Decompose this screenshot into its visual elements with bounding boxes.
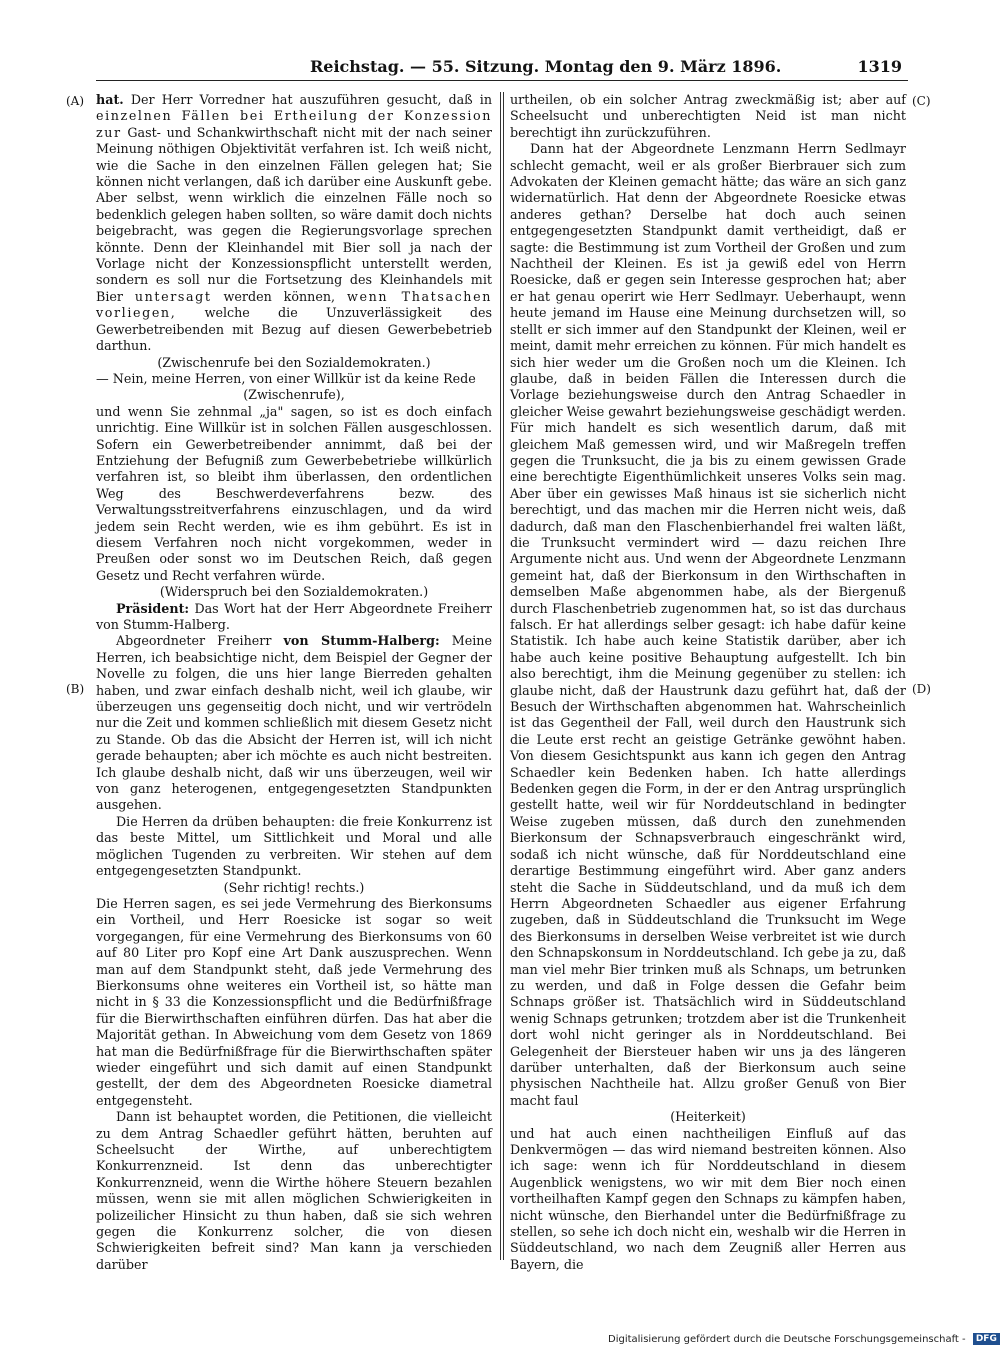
paragraph-text: welche die Unzuverlässigkeit des Gewerbetreibenden mit Bezug auf diesen Gewerbebetrieb darthun. bbox=[96, 305, 492, 354]
paragraph: Die Herren sagen, es sei jede Vermehrung des Bierkonsums ein Vortheil, und Herr Roesicke ist sogar so weit vorgegangen, für eine Vermehrung des Bierkonsums von 60 auf 80 Liter pro Kopf eine Art Dank auszusprechen. Wenn man auf dem Standpunkt steht, daß jede Vermehrung des Bierkonsums ohne weiteres ein Vortheil ist, so hätte man nicht in § 33 die Konzessionspflicht und die Bedürfnißfrage für die Bierwirthschaften einführen dürfen. Das hat aber die Majorität gethan. In Abweichung vom dem Gesetz von 1869 hat man die Bedürfnißfrage für die Bierwirthschaften später wieder eingeführt und sich damit auf einen Standpunkt gestellt, der dem des Abgeordneten Roesicke diametral entgegensteht. bbox=[96, 895, 492, 1108]
page-number: 1319 bbox=[857, 57, 902, 76]
paragraph bbox=[96, 92, 492, 355]
emphasized-text: untersagt bbox=[134, 288, 212, 304]
paragraph-text: werden können, bbox=[223, 288, 336, 304]
speaker-intro: Abgeordneter Freiherr bbox=[116, 633, 272, 649]
left-column bbox=[96, 92, 492, 1273]
paragraph-text: Der Herr Vorredner hat auszuführen gesucht, daß in bbox=[130, 92, 492, 107]
paragraph: Dann hat der Abgeordnete Lenzmann Herrn Sedlmayr schlecht gemacht, weil er als großer Bierbrauer sich zum Advokaten der Kleinen gemacht hätte; das wäre an sich ganz widernatürlich. Hat denn der Abgeordnete Roesicke etwas anderes gethan? Derselbe hat doch auch seinen entgegengesetzten Standpunkt damit vertheidigt, daß er sagte: die Bestimmung ist zum Vortheil der Großen und zum Nachtheil der Kleinen. Es ist ja gewiß edel von Herrn Roesicke, daß er gegen sein Interesse gesprochen hat; aber er hat genau operirt wie Herr Sedlmayr. Ueberhaupt, wenn heute jemand im Hause eine Meinung durchsetzen will, so stellt er sich immer auf den Standpunkt der Kleinen, weil er meint, damit mehr erreichen zu können. Für mich handelt es sich hier weder um die Großen noch um die Kleinen. Ich glaube, daß in beiden Fällen die Interessen durch die Vorlage beziehungsweise durch den Antrag Schaedler in gleicher Weise gewahrt beziehungsweise geschädigt werden. Für mich handelt es sich wesentlich darum, daß mit gleichem Maß gemessen wird, und wir Maßregeln treffen gegen die Trunksucht, die ja bis zu einem gewissen Grade eine berechtigte Eigenthümlichkeit unseres Volks sein mag. Aber über ein gewisses Maß hinaus ist sie sicherlich nicht berechtigt, und das machen mir die Herren nicht weis, daß dadurch, daß man den Flaschenbierhandel frei walten läßt, die Trunksucht vermindert wird — dazu reichen Ihre Argumente nicht aus. Und wenn der Abgeordnete Lenzmann gemeint hat, daß der Bierkonsum in den Wirthschaften in demselben Maße abgenommen habe, als der Biergenuß durch Flaschenbetrieb zugenommen hat, so ist das durchaus falsch. Er hat allerdings selber gesagt: ich habe dafür keine Statistik. Ich habe auch keine Statistik darüber, aber ich habe auch keine positive Behauptung aufgestellt. Ich bin also berechtigt, ihm die Meinung gegenüber zu stellen: ich glaube nicht, daß der Haustrunk dazu geführt hat, daß der Besuch der Wirthschaften abgenommen hat. Wahrscheinlich ist das Gegentheil der Fall, weil durch den Haustrunk sich die Leute erst recht an geistige Getränke gewöhnt haben. Von diesem Gesichtspunkt aus kann ich gegen den Antrag Schaedler kein Bedenken haben. Ich hatte allerdings Bedenken gegen die Form, in der er den Antrag ursprünglich gestellt hatte, weil wir für Norddeutschland in bedingter Weise zugeben müssen, daß durch den zunehmenden Bierkonsum der Schnapsverbrauch eingeschränkt wird, sodaß ich nicht wünsche, daß für Norddeutschland eine derartige Bestimmung eingeführt wird. Aber ganz anders steht die Sache in Süddeutschland, und da muß ich dem Herrn Abgeordneten Schaedler aus eigener Erfahrung zugeben, daß in Süddeutschland die Trunksucht im Wege des Bierkonsums in derselben Weise verbreitet ist wie durch den Schnapskonsum in Norddeutschland. Ich gebe ja zu, daß man viel mehr Bier trinken muß als Schnaps, um betrunken zu werden, und daß in Folge dessen die Gefahr beim Schnaps größer ist. Thatsächlich wird in Süddeutschland wenig Schnaps getrunken; trotzdem aber ist die Trunkenheit dort wohl nicht geringer als in Norddeutschland. Bei Gelegenheit der Biersteuer haben wir uns ja des längeren darüber unterhalten, daß der Bierkonsum auch seine physischen Nachtheile hat. Allzu großer Genuß von Bier macht faul bbox=[510, 141, 906, 1108]
margin-marker-a: (A) bbox=[66, 94, 85, 108]
paragraph: Die Herren da drüben behaupten: die freie Konkurrenz ist das beste Mittel, um Sittlichkeit und Moral und alle möglichen Tugenden zu verbreiten. Wir stehen auf dem entgegengesetzten Standpunkt. bbox=[96, 813, 492, 879]
digitization-credit bbox=[608, 1333, 997, 1345]
dfg-logo: DFG bbox=[973, 1333, 1000, 1345]
emphasized-text: einzelnen Fällen bei Ertheilung der Konzession zur bbox=[96, 108, 492, 140]
column-divider bbox=[503, 92, 504, 1260]
margin-marker-b: (B) bbox=[66, 682, 85, 696]
column-divider bbox=[500, 92, 501, 1260]
speaker-label: Präsident: bbox=[116, 600, 190, 616]
paragraph-text: Gast- und Schankwirthschaft nicht mit der nach seiner Meinung nöthigen Objektivität verfahren ist. Ich weiß nicht, wie die Sache in den einzelnen Fällen gelegen hat; Sie können nicht verlangen, daß ich darüber eine Auskunft gebe. Aber selbst, wenn wirklich die einzelnen Fälle noch so bedenklich gelegen haben sollten, so wäre damit doch nichts beigebracht, was gegen die Regierungsvorlage sprechen könnte. Denn der Kleinhandel mit Bier soll ja nach der Vorlage nicht der Konzessionspflicht unterstellt werden, sondern es soll nur die Fortsetzung des Kleinhandels mit Bier bbox=[96, 124, 492, 304]
president-remark bbox=[96, 601, 492, 634]
paragraph: Dann ist behauptet worden, die Petitionen, die vielleicht zu dem Antrag Schaedler geführt hätten, beruhten auf Scheelsucht der Wirthe, auf unberechtigtem Konkurrenzneid. Ist denn das unberechtigter Konkurrenzneid, wenn die Wirthe höhere Steuern bezahlen müssen, wenn sie mit allen möglichen Schwierigkeiten in polizeilicher Hinsicht zu thun haben, daß sie sich wehren gegen die Konkurrenz solcher, die von diesen Schwierigkeiten befreit sind? Man kann ja verschieden darüber bbox=[96, 1109, 492, 1272]
paragraph: und hat auch einen nachtheiligen Einfluß auf das Denkvermögen — das wird niemand bestreiten können. Also ich sage: wenn ich für Norddeutschland in diesem Augenblick wenigstens, wo wir mit dem Bier noch einen vortheilhaften Kampf gegen den Schnaps zu kämpfen haben, nicht wünsche, den Bierhandel unter die Bedürfnißfrage zu stellen, so sehe ich doch nicht ein, weshalb wir die Herren in Süddeutschland, wo nach dem Zeugniß aller Herren aus Bayern, die bbox=[510, 1125, 906, 1272]
interjection: (Sehr richtig! rechts.) bbox=[223, 879, 365, 895]
paragraph: urtheilen, ob ein solcher Antrag zweckmäßig ist; aber auf Scheelsucht und unberechtigten Neid ist man nicht berechtigt ihn zurückzuführen. bbox=[510, 92, 906, 140]
right-column bbox=[510, 92, 906, 1273]
margin-marker-c: (C) bbox=[912, 94, 931, 108]
interjection: (Heiterkeit) bbox=[670, 1109, 746, 1125]
header-rule bbox=[96, 80, 908, 81]
interjection: (Widerspruch bei den Sozialdemokraten.) bbox=[159, 584, 429, 600]
paragraph-text: Meine Herren, ich beabsichtige nicht, dem Beispiel der Gegner der Novelle zu folgen, die uns hier lange Bierreden gehalten haben, und zwar einfach deshalb nicht, weil ich glaube, wir überzeugen uns gegenseitig doch nicht, und wir vertrödeln nur die Zeit und kommen schließlich mit diesem Gesetz nicht zu Stande. Ob das die Absicht der Herren ist, will ich nicht gerade behaupten; aber ich möchte es auch nicht bestreiten. Ich glaube deshalb nicht, daß wir uns überzeugen, weil wir von ganz heterogenen, entgegengesetzten Standpunkten ausgehen. bbox=[96, 633, 492, 813]
interjection: (Zwischenrufe), bbox=[243, 387, 345, 403]
margin-marker-d: (D) bbox=[912, 682, 931, 696]
credit-text: Digitalisierung gefördert durch die Deutsche Forschungsgemeinschaft - bbox=[608, 1334, 966, 1345]
paragraph-lead: hat. bbox=[96, 92, 124, 107]
running-title: Reichstag. — 55. Sitzung. Montag den 9. März 1896. bbox=[310, 57, 782, 76]
emphasized-text: wenn Thatsachen vorliegen, bbox=[96, 288, 492, 321]
speech-opening bbox=[96, 633, 492, 813]
paragraph: — Nein, meine Herren, von einer Willkür ist da keine Rede bbox=[96, 370, 476, 386]
speaker-name: von Stumm-Halberg: bbox=[283, 633, 440, 649]
paragraph-text: Das Wort hat der Herr Abgeordnete Freiherr von Stumm-Halberg. bbox=[96, 600, 492, 632]
paragraph: und wenn Sie zehnmal „ja" sagen, so ist es doch einfach unrichtig. Eine Willkür ist in solchen Fällen ausgeschlossen. Sofern ein Gewerbetreibender annimmt, daß bei der Entziehung der Befugniß zum Gewerbebetriebe willkürlich verfahren ist, so bleibt ihm überlassen, den ordentlichen Weg des Beschwerdeverfahrens bezw. des Verwaltungsstreitverfahrens einzuschlagen, und da wird jedem sein Recht werden, wie es ihm gebührt. Es ist in diesem Verfahren noch nicht vorgekommen, weder in Preußen oder sonst wo im Deutschen Reich, daß gegen Gesetz und Recht verfahren würde. bbox=[96, 403, 492, 583]
page-header bbox=[96, 55, 908, 79]
interjection: (Zwischenrufe bei den Sozialdemokraten.) bbox=[157, 354, 431, 370]
